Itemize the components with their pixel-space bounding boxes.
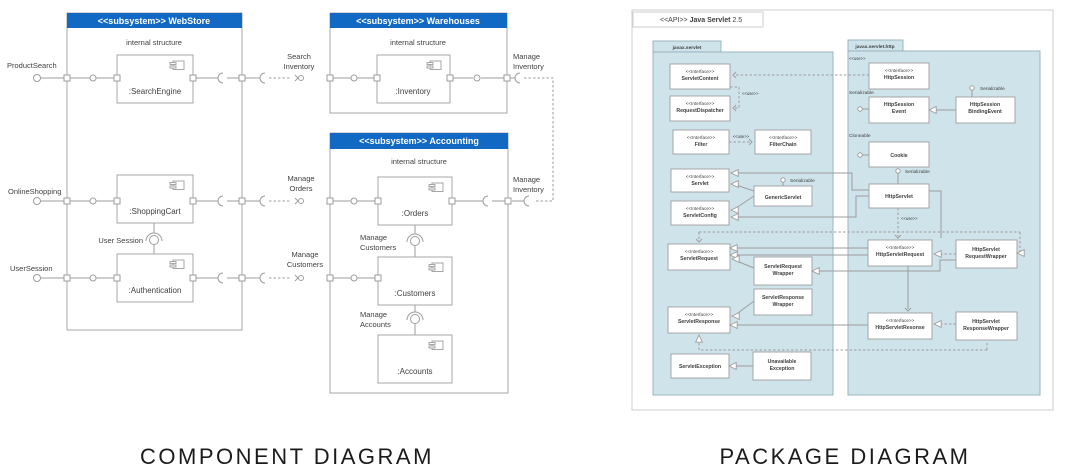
- port-square: [505, 198, 511, 204]
- diagram-label: internal structure: [126, 38, 182, 47]
- diagram-label: ServletRequest: [764, 264, 802, 270]
- port-square: [114, 275, 120, 281]
- diagram-label: Serializable: [790, 179, 815, 184]
- interface-ball-icon: [90, 75, 96, 81]
- diagram-label: <<Interface>>: [885, 318, 915, 323]
- interface-ball-icon: [34, 198, 41, 205]
- diagram-label: Manage: [513, 52, 541, 61]
- diagram-label: HttpServlet: [972, 319, 1000, 325]
- diagram-label: <<subsystem>> WebStore: [97, 16, 211, 26]
- diagram-label: OnlineShopping: [8, 187, 62, 196]
- diagram-label: HttpServletResonse: [875, 325, 925, 331]
- component-icon: [429, 346, 435, 348]
- diagram-label: <<subsystem>> Accounting: [359, 136, 479, 146]
- component-icon: [427, 66, 433, 68]
- diagram-label: Serializable: [980, 87, 1005, 92]
- interface-ball-icon: [351, 275, 357, 281]
- diagram-label: Wrapper: [772, 302, 794, 308]
- component-icon: [429, 268, 435, 270]
- diagram-label: Serializable: [849, 91, 874, 96]
- component-icon: [170, 63, 176, 65]
- diagram-label: :SearchEngine: [128, 87, 182, 96]
- diagram-label: Manage: [360, 310, 388, 319]
- port-square: [64, 198, 70, 204]
- interface-ball-icon: [351, 198, 357, 204]
- interface-ball-icon: [411, 237, 420, 246]
- diagram-label: ProductSearch: [7, 61, 57, 70]
- diagram-label: <<subsystem>> Warehouses: [356, 16, 480, 26]
- port-square: [239, 275, 245, 281]
- diagram-label: <<Interface>>: [684, 249, 714, 254]
- diagram-label: ServletResponse: [761, 295, 805, 301]
- diagram-label: <<Interface>>: [768, 135, 798, 140]
- port-square: [374, 75, 380, 81]
- diagram-label: :Inventory: [395, 87, 431, 96]
- diagram-label: internal structure: [391, 157, 447, 166]
- diagram-label: Manage: [360, 233, 388, 242]
- diagram-label: Orders: [289, 184, 313, 193]
- diagram-label: Wrapper: [772, 271, 794, 277]
- interface-ball-icon: [34, 75, 41, 82]
- diagram-label: UserSession: [10, 264, 53, 273]
- socket-arc: [260, 273, 265, 283]
- diagram-label: GenericServlet: [764, 195, 802, 201]
- diagram-label: :Accounts: [397, 367, 433, 376]
- component-diagram-caption: COMPONENT DIAGRAM: [140, 444, 434, 469]
- diagram-label: Manage: [291, 250, 319, 259]
- diagram-label: RequestDispatcher: [676, 108, 724, 114]
- port-square: [239, 75, 245, 81]
- diagram-label: Search: [287, 52, 311, 61]
- interface-ball-icon: [474, 75, 480, 81]
- socket-arc: [260, 73, 265, 83]
- port-square: [190, 75, 196, 81]
- interface-ball-icon: [90, 198, 96, 204]
- interface-ball-icon: [299, 199, 304, 204]
- diagram-label: Inventory: [283, 62, 315, 71]
- diagram-label: :Customers: [394, 289, 436, 298]
- diagram-label: :Authentication: [128, 286, 182, 295]
- package-diagram-caption: PACKAGE DIAGRAM: [719, 444, 971, 469]
- diagram-label: Filter: [694, 142, 708, 148]
- interface-ball-icon: [858, 153, 862, 157]
- interface-ball-icon: [858, 107, 862, 111]
- diagram-label: <<Interface>>: [685, 69, 715, 74]
- diagram-label: <<Interface>>: [685, 101, 715, 106]
- diagram-label: javax.servlet.http: [855, 45, 895, 50]
- diagram-label: <<use>>: [901, 216, 918, 221]
- diagram-label: Unavailable: [767, 359, 797, 365]
- diagram-label: Cookie: [890, 153, 908, 159]
- diagram-label: HttpServletRequest: [875, 252, 925, 258]
- interface-ball-icon: [150, 236, 159, 245]
- port-square: [64, 275, 70, 281]
- diagram-label: :Orders: [401, 209, 429, 218]
- port-square: [449, 198, 455, 204]
- open-arrow-icon: [295, 198, 298, 204]
- diagram-label: Manage: [513, 175, 541, 184]
- diagram-label: Customers: [286, 260, 324, 269]
- port-square: [447, 75, 453, 81]
- port-square: [327, 275, 333, 281]
- diagram-label: <<Interface>>: [686, 135, 716, 140]
- interface-ball-icon: [781, 178, 785, 182]
- diagram-label: <<Interface>>: [884, 68, 914, 73]
- port-square: [375, 198, 381, 204]
- component-icon: [170, 262, 176, 264]
- port-square: [239, 198, 245, 204]
- component-icon: [429, 265, 435, 267]
- diagram-label: Customers: [360, 243, 397, 252]
- component-icon: [170, 265, 176, 267]
- port-square: [190, 275, 196, 281]
- diagram-label: <<use>>: [849, 56, 866, 61]
- component-icon: [170, 66, 176, 68]
- diagram-label: ResponseWrapper: [963, 326, 1009, 332]
- diagram-label: FilterChain: [769, 142, 797, 148]
- component-icon: [427, 63, 433, 65]
- diagram-label: internal structure: [390, 38, 446, 47]
- package-diagram: [632, 10, 1053, 410]
- port-square: [504, 75, 510, 81]
- diagram-label: Inventory: [513, 62, 544, 71]
- diagram-label: RequestWrapper: [965, 254, 1007, 260]
- diagram-label: HttpServlet: [972, 247, 1000, 253]
- diagram-label: HttpSession: [969, 102, 1001, 108]
- interface-ball-icon: [970, 86, 974, 90]
- component-icon: [170, 186, 176, 188]
- interface-ball-icon: [34, 275, 41, 282]
- port-square: [375, 275, 381, 281]
- open-arrow-icon: [295, 275, 298, 281]
- port-square: [327, 75, 333, 81]
- diagram-label: Servlet: [691, 181, 709, 187]
- diagram-label: ServletRequest: [680, 256, 718, 262]
- diagram-label: <<API>> Java Servlet 2.5: [660, 17, 743, 24]
- interface-ball-icon: [351, 75, 357, 81]
- component-icon: [170, 183, 176, 185]
- socket-arc: [260, 196, 265, 206]
- diagram-label: ServletResponse: [677, 319, 721, 325]
- component-icon: [429, 343, 435, 345]
- port-square: [114, 75, 120, 81]
- interface-ball-icon: [299, 76, 304, 81]
- diagram-label: HttpSession: [883, 102, 915, 108]
- diagram-label: Exception: [769, 366, 795, 372]
- diagram-label: User Session: [98, 236, 143, 245]
- diagram-label: Accounts: [360, 320, 391, 329]
- interface-ball-icon: [896, 169, 900, 173]
- diagram-label: <<use>>: [732, 134, 750, 139]
- open-arrow-icon: [295, 75, 298, 81]
- interface-ball-icon: [299, 276, 304, 281]
- diagram-label: :ShoppingCart: [129, 207, 181, 216]
- diagram-label: <<Interface>>: [885, 245, 915, 250]
- interface-ball-icon: [411, 315, 420, 324]
- diagram-label: <<Interface>>: [684, 312, 714, 317]
- port-square: [64, 75, 70, 81]
- port-square: [327, 198, 333, 204]
- component-diagram: [7, 13, 553, 393]
- component-icon: [429, 185, 435, 187]
- diagram-label: HttpSession: [883, 75, 915, 81]
- diagram-label: Manage: [287, 174, 315, 183]
- diagram-label: <<Interface>>: [685, 206, 715, 211]
- port-square: [190, 198, 196, 204]
- port-square: [114, 198, 120, 204]
- socket-arc: [515, 73, 520, 83]
- diagram-label: BindingEvent: [968, 109, 1002, 115]
- diagram-label: <<use>>: [742, 91, 759, 96]
- interface-ball-icon: [90, 275, 96, 281]
- diagram-label: HttpServlet: [885, 194, 913, 200]
- diagram-label: <<Interface>>: [685, 174, 715, 179]
- diagram-label: ServletContent: [681, 76, 719, 82]
- diagram-label: javax.servlet: [672, 46, 702, 51]
- diagram-label: Cloneable: [849, 134, 871, 139]
- diagram-label: Event: [891, 109, 907, 115]
- diagram-label: Inventory: [513, 185, 544, 194]
- diagram-label: ServletConfig: [683, 213, 717, 219]
- diagram-label: ServletException: [678, 364, 722, 370]
- component-icon: [429, 188, 435, 190]
- diagram-label: Serializable: [905, 170, 930, 175]
- socket-arc: [524, 196, 529, 206]
